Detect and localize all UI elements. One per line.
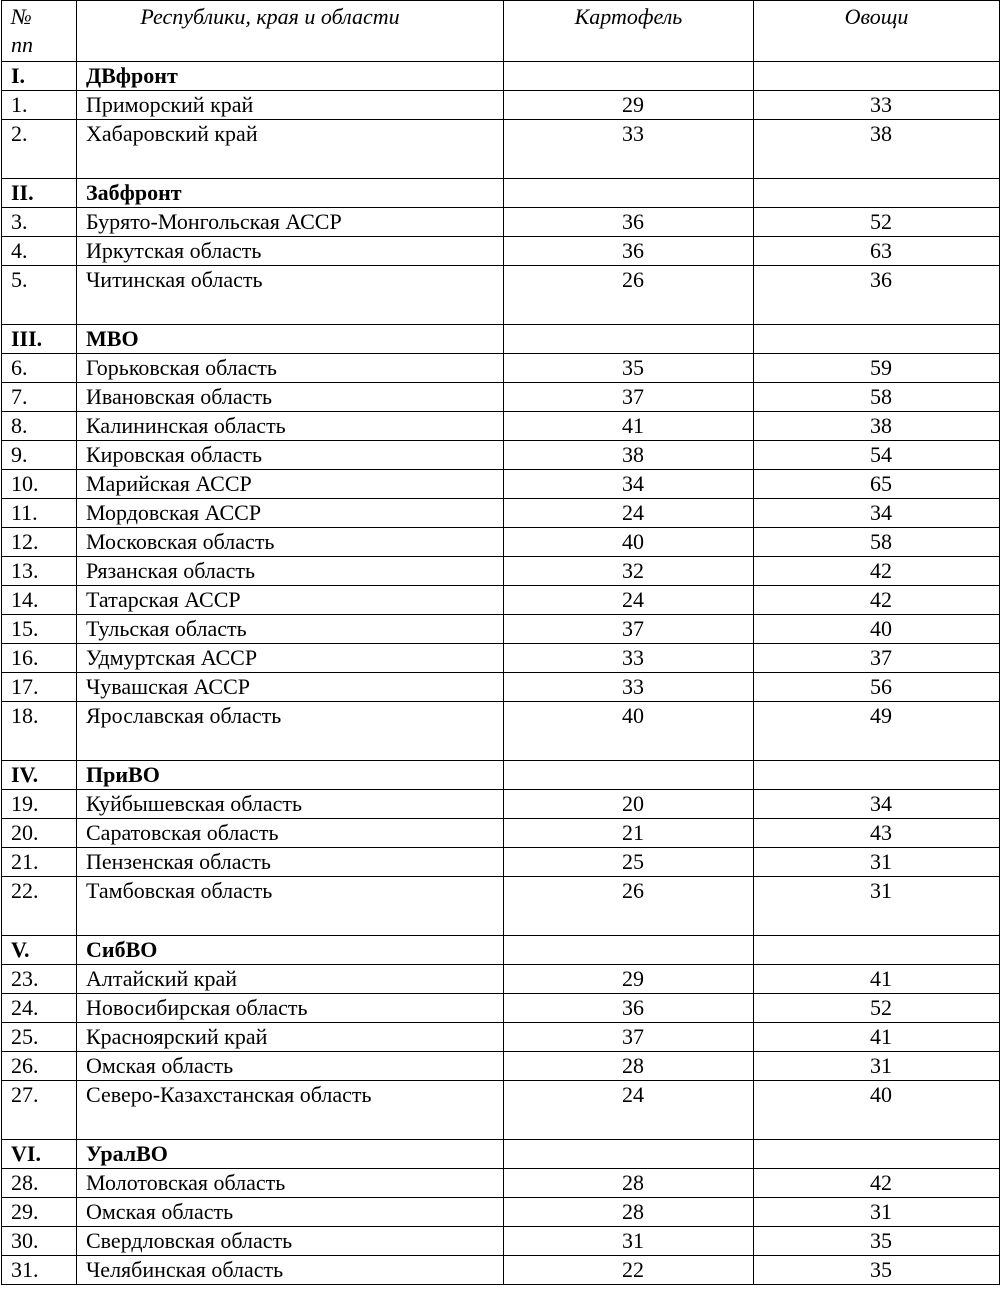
- row-potatoes-value: 29: [504, 965, 754, 994]
- row-vegetables-value: 35: [754, 1256, 1000, 1285]
- row-number: 28.: [2, 1169, 77, 1198]
- section-potatoes-empty: [504, 936, 754, 965]
- row-region-name: Горьковская область: [77, 354, 504, 383]
- row-vegetables-value: 59: [754, 354, 1000, 383]
- row-vegetables-value: 40: [754, 615, 1000, 644]
- row-potatoes-value: 24: [504, 586, 754, 615]
- row-number: 29.: [2, 1198, 77, 1227]
- row-potatoes-value: 36: [504, 208, 754, 237]
- table-row: [2, 877, 1000, 936]
- table-row: [2, 1256, 1000, 1285]
- row-potatoes-value: 36: [504, 237, 754, 266]
- table-row: [2, 1023, 1000, 1052]
- row-potatoes-value: 33: [504, 644, 754, 673]
- section-vegetables-empty: [754, 936, 1000, 965]
- table-row: [2, 848, 1000, 877]
- row-potatoes-value: 31: [504, 1227, 754, 1256]
- table-body: [2, 62, 1000, 1285]
- section-number: I.: [2, 62, 77, 91]
- row-region-name: Московская область: [77, 528, 504, 557]
- row-vegetables-value: 52: [754, 208, 1000, 237]
- table-row: [2, 965, 1000, 994]
- section-number: II.: [2, 179, 77, 208]
- row-vegetables-value: 35: [754, 1227, 1000, 1256]
- section-name: УралВО: [77, 1140, 504, 1169]
- section-name: ПриВО: [77, 761, 504, 790]
- row-number: 22.: [2, 877, 77, 936]
- table-row: [2, 354, 1000, 383]
- section-potatoes-empty: [504, 325, 754, 354]
- section-name: МВО: [77, 325, 504, 354]
- row-potatoes-value: 26: [504, 877, 754, 936]
- row-region-name: Кировская область: [77, 441, 504, 470]
- regions-table: [1, 0, 1000, 1285]
- row-vegetables-value: 34: [754, 790, 1000, 819]
- row-number: 12.: [2, 528, 77, 557]
- table-row: [2, 528, 1000, 557]
- section-row: [2, 62, 1000, 91]
- row-region-name: Северо-Казахстанская область: [77, 1081, 504, 1140]
- row-vegetables-value: 52: [754, 994, 1000, 1023]
- table-row: [2, 1169, 1000, 1198]
- row-region-name: Омская область: [77, 1198, 504, 1227]
- row-vegetables-value: 41: [754, 1023, 1000, 1052]
- row-vegetables-value: 40: [754, 1081, 1000, 1140]
- section-name: Забфронт: [77, 179, 504, 208]
- row-potatoes-value: 35: [504, 354, 754, 383]
- row-number: 6.: [2, 354, 77, 383]
- row-potatoes-value: 38: [504, 441, 754, 470]
- row-vegetables-value: 65: [754, 470, 1000, 499]
- table-row: [2, 412, 1000, 441]
- section-vegetables-empty: [754, 62, 1000, 91]
- row-potatoes-value: 40: [504, 528, 754, 557]
- row-vegetables-value: 54: [754, 441, 1000, 470]
- row-number: 20.: [2, 819, 77, 848]
- row-potatoes-value: 29: [504, 91, 754, 120]
- table-row: [2, 383, 1000, 412]
- row-vegetables-value: 43: [754, 819, 1000, 848]
- section-potatoes-empty: [504, 62, 754, 91]
- row-region-name: Калининская область: [77, 412, 504, 441]
- row-region-name: Саратовская область: [77, 819, 504, 848]
- row-region-name: Свердловская область: [77, 1227, 504, 1256]
- table-row: [2, 208, 1000, 237]
- table-row: [2, 1227, 1000, 1256]
- row-potatoes-value: 24: [504, 1081, 754, 1140]
- row-region-name: Ярославская область: [77, 702, 504, 761]
- row-region-name: Тульская область: [77, 615, 504, 644]
- row-vegetables-value: 49: [754, 702, 1000, 761]
- row-potatoes-value: 28: [504, 1052, 754, 1081]
- section-row: [2, 936, 1000, 965]
- row-potatoes-value: 24: [504, 499, 754, 528]
- row-region-name: Челябинская область: [77, 1256, 504, 1285]
- header-number-line1: №: [11, 4, 32, 29]
- table-row: [2, 120, 1000, 179]
- header-potatoes: Картофель: [504, 1, 754, 62]
- header-number: [2, 1, 77, 62]
- table-row: [2, 91, 1000, 120]
- row-number: 19.: [2, 790, 77, 819]
- section-row: [2, 179, 1000, 208]
- section-number: IV.: [2, 761, 77, 790]
- row-region-name: Омская область: [77, 1052, 504, 1081]
- row-number: 9.: [2, 441, 77, 470]
- row-number: 13.: [2, 557, 77, 586]
- table-row: [2, 819, 1000, 848]
- row-vegetables-value: 56: [754, 673, 1000, 702]
- row-potatoes-value: 41: [504, 412, 754, 441]
- row-vegetables-value: 33: [754, 91, 1000, 120]
- row-region-name: Чувашская АССР: [77, 673, 504, 702]
- table-row: [2, 702, 1000, 761]
- row-potatoes-value: 28: [504, 1169, 754, 1198]
- row-vegetables-value: 31: [754, 1198, 1000, 1227]
- table-row: [2, 1081, 1000, 1140]
- row-vegetables-value: 58: [754, 528, 1000, 557]
- row-number: 4.: [2, 237, 77, 266]
- section-vegetables-empty: [754, 325, 1000, 354]
- table-row: [2, 586, 1000, 615]
- row-region-name: Красноярский край: [77, 1023, 504, 1052]
- row-number: 1.: [2, 91, 77, 120]
- row-region-name: Молотовская область: [77, 1169, 504, 1198]
- section-row: [2, 761, 1000, 790]
- section-number: V.: [2, 936, 77, 965]
- table-row: [2, 499, 1000, 528]
- section-name: ДВфронт: [77, 62, 504, 91]
- row-region-name: Бурято-Монгольская АССР: [77, 208, 504, 237]
- row-number: 27.: [2, 1081, 77, 1140]
- row-region-name: Пензенская область: [77, 848, 504, 877]
- header-region-name: Республики, края и области: [77, 1, 504, 62]
- row-number: 30.: [2, 1227, 77, 1256]
- row-potatoes-value: 26: [504, 266, 754, 325]
- header-number-line2: пп: [11, 32, 33, 57]
- row-number: 2.: [2, 120, 77, 179]
- row-number: 3.: [2, 208, 77, 237]
- section-name: СибВО: [77, 936, 504, 965]
- section-row: [2, 1140, 1000, 1169]
- section-row: [2, 325, 1000, 354]
- section-potatoes-empty: [504, 761, 754, 790]
- row-vegetables-value: 42: [754, 557, 1000, 586]
- section-vegetables-empty: [754, 761, 1000, 790]
- row-region-name: Алтайский край: [77, 965, 504, 994]
- table-row: [2, 790, 1000, 819]
- row-potatoes-value: 33: [504, 673, 754, 702]
- row-region-name: Куйбышевская область: [77, 790, 504, 819]
- table-row: [2, 673, 1000, 702]
- row-region-name: Хабаровский край: [77, 120, 504, 179]
- row-vegetables-value: 37: [754, 644, 1000, 673]
- row-number: 24.: [2, 994, 77, 1023]
- header-vegetables: Овощи: [754, 1, 1000, 62]
- row-number: 10.: [2, 470, 77, 499]
- row-number: 21.: [2, 848, 77, 877]
- table-row: [2, 644, 1000, 673]
- row-region-name: Удмуртская АССР: [77, 644, 504, 673]
- row-number: 18.: [2, 702, 77, 761]
- row-potatoes-value: 37: [504, 615, 754, 644]
- table-header-row: [2, 1, 1000, 62]
- row-region-name: Новосибирская область: [77, 994, 504, 1023]
- row-number: 25.: [2, 1023, 77, 1052]
- table-row: [2, 470, 1000, 499]
- table-row: [2, 557, 1000, 586]
- section-number: III.: [2, 325, 77, 354]
- row-potatoes-value: 28: [504, 1198, 754, 1227]
- row-region-name: Читинская область: [77, 266, 504, 325]
- row-vegetables-value: 42: [754, 1169, 1000, 1198]
- row-region-name: Татарская АССР: [77, 586, 504, 615]
- section-potatoes-empty: [504, 1140, 754, 1169]
- table-row: [2, 1198, 1000, 1227]
- row-potatoes-value: 21: [504, 819, 754, 848]
- row-region-name: Мордовская АССР: [77, 499, 504, 528]
- table-row: [2, 441, 1000, 470]
- row-number: 15.: [2, 615, 77, 644]
- row-vegetables-value: 42: [754, 586, 1000, 615]
- row-vegetables-value: 31: [754, 1052, 1000, 1081]
- row-number: 23.: [2, 965, 77, 994]
- row-potatoes-value: 25: [504, 848, 754, 877]
- row-vegetables-value: 38: [754, 120, 1000, 179]
- table-row: [2, 994, 1000, 1023]
- section-number: VI.: [2, 1140, 77, 1169]
- row-potatoes-value: 33: [504, 120, 754, 179]
- row-potatoes-value: 32: [504, 557, 754, 586]
- row-number: 31.: [2, 1256, 77, 1285]
- row-potatoes-value: 34: [504, 470, 754, 499]
- row-potatoes-value: 36: [504, 994, 754, 1023]
- table-row: [2, 237, 1000, 266]
- row-vegetables-value: 41: [754, 965, 1000, 994]
- row-number: 11.: [2, 499, 77, 528]
- section-potatoes-empty: [504, 179, 754, 208]
- row-number: 17.: [2, 673, 77, 702]
- row-number: 14.: [2, 586, 77, 615]
- row-number: 7.: [2, 383, 77, 412]
- row-vegetables-value: 34: [754, 499, 1000, 528]
- row-region-name: Марийская АССР: [77, 470, 504, 499]
- row-potatoes-value: 37: [504, 1023, 754, 1052]
- row-region-name: Ивановская область: [77, 383, 504, 412]
- row-region-name: Тамбовская область: [77, 877, 504, 936]
- row-vegetables-value: 36: [754, 266, 1000, 325]
- row-region-name: Приморский край: [77, 91, 504, 120]
- row-vegetables-value: 58: [754, 383, 1000, 412]
- row-potatoes-value: 20: [504, 790, 754, 819]
- row-vegetables-value: 31: [754, 848, 1000, 877]
- section-vegetables-empty: [754, 1140, 1000, 1169]
- row-potatoes-value: 40: [504, 702, 754, 761]
- row-region-name: Иркутская область: [77, 237, 504, 266]
- row-number: 5.: [2, 266, 77, 325]
- row-number: 26.: [2, 1052, 77, 1081]
- row-vegetables-value: 38: [754, 412, 1000, 441]
- row-vegetables-value: 63: [754, 237, 1000, 266]
- row-number: 8.: [2, 412, 77, 441]
- table-row: [2, 615, 1000, 644]
- table-row: [2, 1052, 1000, 1081]
- table-row: [2, 266, 1000, 325]
- row-vegetables-value: 31: [754, 877, 1000, 936]
- row-number: 16.: [2, 644, 77, 673]
- row-potatoes-value: 37: [504, 383, 754, 412]
- row-potatoes-value: 22: [504, 1256, 754, 1285]
- row-region-name: Рязанская область: [77, 557, 504, 586]
- section-vegetables-empty: [754, 179, 1000, 208]
